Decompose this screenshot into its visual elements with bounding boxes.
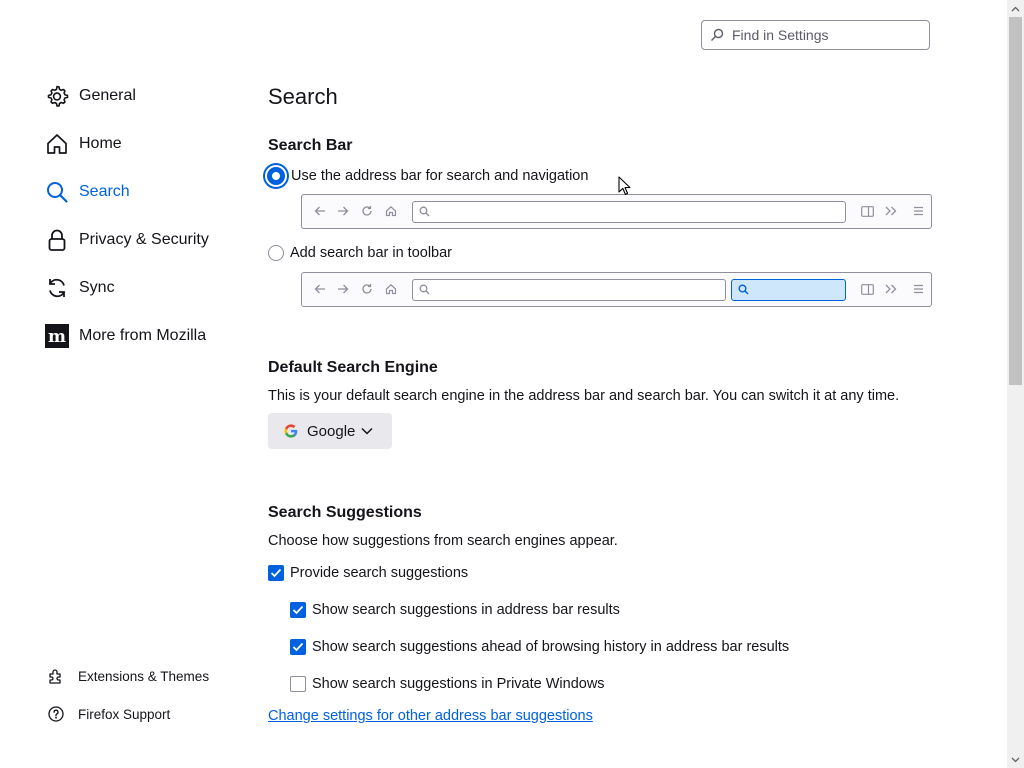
default-search-engine-description: This is your default search engine in the address bar and search bar. You can switch it at any time. — [268, 388, 900, 404]
mouse-cursor-icon — [618, 176, 632, 201]
checkbox-suggestions-ahead-of-history[interactable] — [290, 639, 789, 655]
default-search-engine-heading: Default Search Engine — [268, 359, 438, 376]
checkbox-unchecked[interactable] — [290, 676, 306, 692]
find-in-settings-box[interactable] — [701, 20, 930, 50]
vertical-scrollbar[interactable] — [1007, 0, 1024, 768]
puzzle-icon — [46, 666, 66, 686]
search-icon — [419, 284, 430, 295]
sidebar-toggle-icon — [860, 282, 874, 296]
sidebar-item-sync[interactable] — [44, 272, 115, 304]
reload-icon — [360, 204, 374, 218]
sidebar-item-label: General — [79, 87, 136, 104]
back-arrow-icon — [313, 282, 327, 296]
search-icon — [44, 179, 70, 205]
chevron-down-icon — [361, 427, 373, 435]
urlbar-preview — [412, 201, 846, 223]
radio-use-address-bar[interactable] — [265, 167, 588, 185]
sidebar-footer-label: Firefox Support — [78, 706, 171, 722]
sidebar-item-label: Search — [79, 183, 130, 200]
checkbox-suggestions-in-address-bar[interactable] — [290, 602, 620, 618]
scrollbar-thumb[interactable] — [1009, 17, 1022, 385]
home-icon — [384, 282, 398, 296]
radio-button-unchecked[interactable] — [268, 245, 284, 261]
searchbar-preview — [731, 279, 846, 301]
find-in-settings-input[interactable] — [730, 26, 924, 44]
sidebar-item-privacy-security[interactable] — [44, 224, 209, 256]
search-bar-toolbar-preview — [301, 272, 932, 307]
search-suggestions-description: Choose how suggestions from search engines appear. — [268, 533, 618, 549]
sidebar-item-label: Sync — [79, 279, 115, 296]
radio-add-search-bar[interactable] — [268, 245, 452, 261]
back-arrow-icon — [313, 204, 327, 218]
reload-icon — [360, 282, 374, 296]
address-bar-toolbar-preview — [301, 194, 932, 229]
checkbox-suggestions-private-windows[interactable] — [290, 676, 605, 692]
checkmark-icon — [292, 642, 304, 652]
checkbox-label: Show search suggestions in Private Windows — [312, 676, 605, 692]
sidebar-firefox-support-link[interactable] — [46, 703, 170, 725]
search-icon — [710, 28, 724, 42]
overflow-chevrons-icon — [884, 282, 898, 296]
checkmark-icon — [270, 568, 282, 578]
default-engine-label: Google — [307, 422, 356, 440]
checkmark-icon — [292, 605, 304, 615]
change-address-bar-suggestions-link[interactable]: Change settings for other address bar suggestions — [268, 708, 593, 724]
mozilla-icon — [44, 323, 70, 349]
checkbox-checked[interactable] — [268, 565, 284, 581]
forward-arrow-icon — [336, 282, 350, 296]
search-icon — [738, 284, 749, 295]
search-bar-heading: Search Bar — [268, 137, 353, 154]
checkbox-label: Show search suggestions ahead of browsing history in address bar results — [312, 639, 790, 655]
urlbar-preview — [412, 279, 726, 301]
hamburger-menu-icon — [911, 204, 925, 218]
sidebar-item-search[interactable] — [44, 176, 130, 208]
radio-button-checked[interactable] — [267, 167, 285, 185]
sidebar-item-label: More from Mozilla — [79, 327, 207, 344]
search-suggestions-heading: Search Suggestions — [268, 504, 422, 521]
sidebar-item-label: Privacy & Security — [79, 231, 209, 248]
hamburger-menu-icon — [911, 282, 925, 296]
radio-label: Add search bar in toolbar — [290, 245, 453, 261]
default-engine-dropdown[interactable] — [268, 413, 392, 449]
home-icon — [384, 204, 398, 218]
sidebar-item-general[interactable] — [44, 80, 136, 112]
gear-icon — [44, 83, 70, 109]
scroll-down-arrow-icon[interactable] — [1007, 751, 1024, 768]
sync-icon — [44, 275, 70, 301]
sidebar-item-home[interactable] — [44, 128, 122, 160]
checkbox-checked[interactable] — [290, 602, 306, 618]
forward-arrow-icon — [336, 204, 350, 218]
radio-label: Use the address bar for search and navigation — [291, 168, 589, 184]
checkbox-checked[interactable] — [290, 639, 306, 655]
overflow-chevrons-icon — [884, 204, 898, 218]
sidebar-toggle-icon — [860, 204, 874, 218]
lock-icon — [44, 227, 70, 253]
checkbox-provide-suggestions[interactable] — [268, 565, 468, 581]
sidebar-footer-label: Extensions & Themes — [78, 668, 210, 684]
scroll-up-arrow-icon[interactable] — [1007, 0, 1024, 17]
sidebar-item-label: Home — [79, 135, 122, 152]
checkbox-label: Provide search suggestions — [290, 565, 469, 581]
help-icon — [46, 704, 66, 724]
svg-text:m: m — [48, 327, 66, 347]
home-icon — [44, 131, 70, 157]
page-title: Search — [268, 84, 338, 109]
search-icon — [419, 206, 430, 217]
google-logo-icon — [284, 424, 298, 438]
sidebar-extensions-themes-link[interactable] — [46, 665, 209, 687]
sidebar-item-more-from-mozilla[interactable] — [44, 320, 206, 352]
checkbox-label: Show search suggestions in address bar results — [312, 602, 620, 618]
